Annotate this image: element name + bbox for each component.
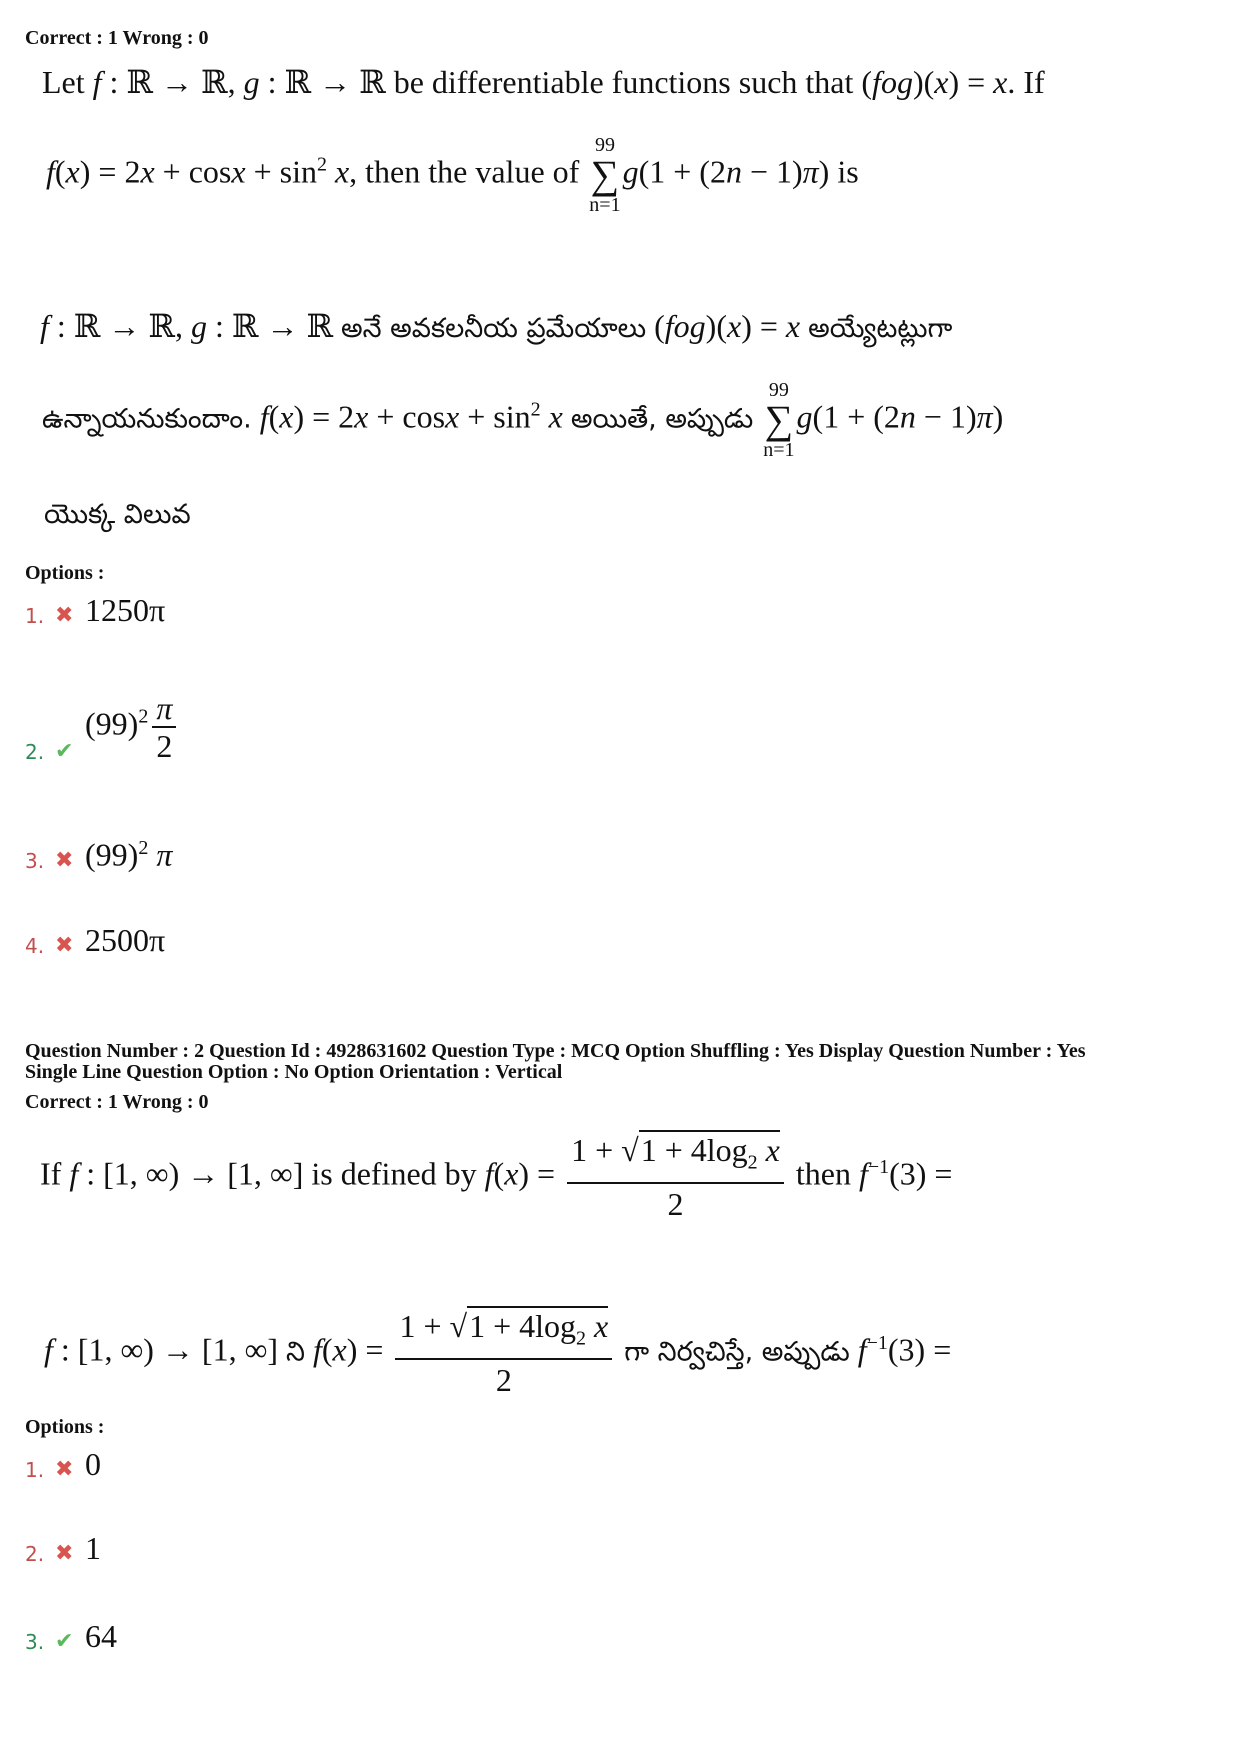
- q1-telugu-line-3: యొక్క విలువ: [44, 499, 191, 530]
- cross-icon: ✖: [55, 933, 74, 958]
- q2-option-2[interactable]: 2. ✖ 1: [25, 1530, 101, 1566]
- cross-icon: ✖: [55, 1541, 74, 1566]
- q1-option-4-value: 2500π: [85, 922, 166, 958]
- q1-options-label: Options :: [25, 562, 105, 584]
- q2-options-label: Options :: [25, 1416, 105, 1438]
- q1-option-1[interactable]: 1. ✖ 1250π: [25, 592, 166, 628]
- q2-option-1-value: 0: [85, 1446, 101, 1482]
- summation-symbol: 99 ∑ n=1: [763, 379, 795, 461]
- q2-option-2-value: 1: [85, 1530, 101, 1566]
- q1-correct-wrong-counts: Correct : 1 Wrong : 0: [25, 27, 209, 49]
- q1-telugu-line-2: ఉన్నాయనుకుందాం. $f(x) = 2x + \cos x + \sin^2 x$ అయితే, అప్పుడు 99 ∑ n=1 g(1 + (2n − 1)π): [42, 379, 1004, 461]
- q2-option-1[interactable]: 1. ✖ 0: [25, 1446, 101, 1482]
- q2-meta-line-2: Single Line Question Option : No Option Orientation : Vertical: [25, 1061, 563, 1083]
- summation-symbol: 99 ∑ n=1: [589, 134, 621, 216]
- q1-option-3-value: $(99)^2$ π: [85, 836, 173, 873]
- q2-english-line: If f : [1, ∞) → [1, ∞] is defined by f(x) = $\frac{1 + √1 + 4\log_2 x}{2}$ then $f^{-1}(3)$ =: [40, 1132, 953, 1223]
- q1-english-line-2: $f(x) = 2x + \cos x + \sin^2 x$, then the value of 99 ∑ n=1 g(1 + (2n − 1)π) is: [46, 134, 859, 216]
- q2-option-3-value: 64: [85, 1618, 117, 1654]
- q2-option-3[interactable]: 3. ✔ 64: [25, 1618, 117, 1654]
- q2-telugu-line: f : [1, ∞) → [1, ∞] ని f(x) = $\frac{1 + √1 + 4\log_2 x}{2}$ గా నిర్వచిస్తే, అప్పుడు $f^{-1}(3)$ =: [44, 1308, 952, 1399]
- check-icon: ✔: [55, 739, 74, 764]
- check-icon: ✔: [55, 1629, 74, 1654]
- q1-telugu-line-1: f : ℝ → ℝ, g : ℝ → ℝ అనే అవకలనీయ ప్రమేయాలు (fog)(x) = x అయ్యేటట్లుగా: [40, 308, 953, 344]
- q1-option-4[interactable]: 4. ✖ 2500π: [25, 922, 166, 958]
- q1-option-2[interactable]: 2. ✔ $(99)^2$ $\frac{\pi}{2}$: [25, 690, 180, 764]
- q2-correct-wrong-counts: Correct : 1 Wrong : 0: [25, 1091, 209, 1113]
- q1-option-3[interactable]: 3. ✖ $(99)^2$ π: [25, 830, 172, 873]
- cross-icon: ✖: [55, 1457, 74, 1482]
- q1-english-line-1: Let f : ℝ → ℝ, g : ℝ → ℝ be differentiable functions such that (fog)(x) = x. If: [42, 64, 1045, 100]
- q1-option-2-value: $(99)^2$ $\frac{\pi}{2}$: [85, 690, 180, 764]
- cross-icon: ✖: [55, 847, 74, 873]
- q2-meta-line-1: Question Number : 2 Question Id : 4928631602 Question Type : MCQ Option Shuffling : Yes Display Question Number : Yes: [25, 1040, 1086, 1062]
- cross-icon: ✖: [55, 603, 74, 628]
- q1-option-1-value: 1250π: [85, 592, 166, 628]
